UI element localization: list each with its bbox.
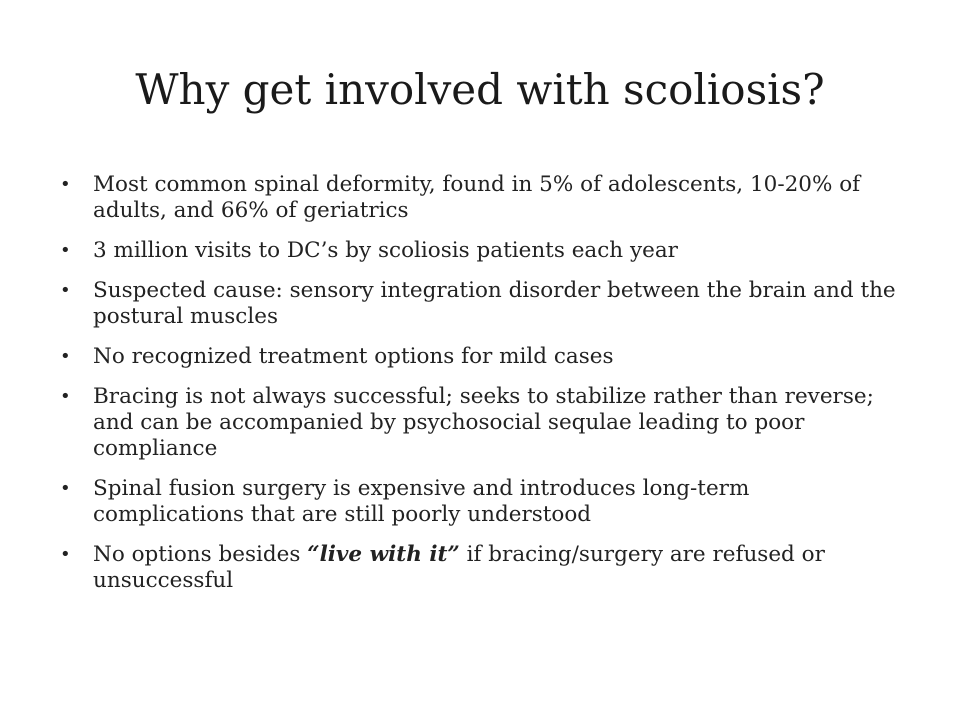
bullet-emphasis: “live with it”	[307, 542, 460, 567]
bullet-item-dc-visits	[60, 238, 905, 264]
bullet-icon: •	[60, 544, 71, 565]
bullet-text	[93, 542, 825, 593]
bullet-list	[60, 172, 905, 608]
bullet-icon: •	[60, 346, 71, 367]
bullet-text: 3 million visits to DC’s by scoliosis patients each year	[93, 238, 678, 263]
bullet-item-no-options	[60, 542, 905, 594]
slide-title: Why get involved with scoliosis?	[135, 65, 825, 114]
bullet-item-bracing	[60, 384, 905, 462]
bullet-text-before: No options besides	[93, 542, 308, 567]
bullet-text-after: if bracing/surgery are refused or unsuccessful	[93, 542, 825, 593]
bullet-item-spinal-fusion	[60, 476, 905, 528]
bullet-icon: •	[60, 240, 71, 261]
bullet-icon: •	[60, 174, 71, 195]
bullet-text: Spinal fusion surgery is expensive and introduces long-term complications that are still poorly understood	[93, 476, 750, 527]
bullet-item-spinal-deformity	[60, 172, 905, 224]
bullet-icon: •	[60, 386, 71, 407]
bullet-text: No recognized treatment options for mild cases	[93, 344, 614, 369]
bullet-item-no-treatment	[60, 344, 905, 370]
bullet-icon: •	[60, 280, 71, 301]
bullet-text: Most common spinal deformity, found in 5% of adolescents, 10-20% of adults, and 66% of geriatrics	[93, 172, 861, 223]
bullet-text: Bracing is not always successful; seeks to stabilize rather than reverse; and can be accompanied by psychosocial sequlae leading to poor compliance	[93, 384, 874, 461]
bullet-item-suspected-cause	[60, 278, 905, 330]
bullet-icon: •	[60, 478, 71, 499]
bullet-text: Suspected cause: sensory integration disorder between the brain and the postural muscles	[93, 278, 896, 329]
